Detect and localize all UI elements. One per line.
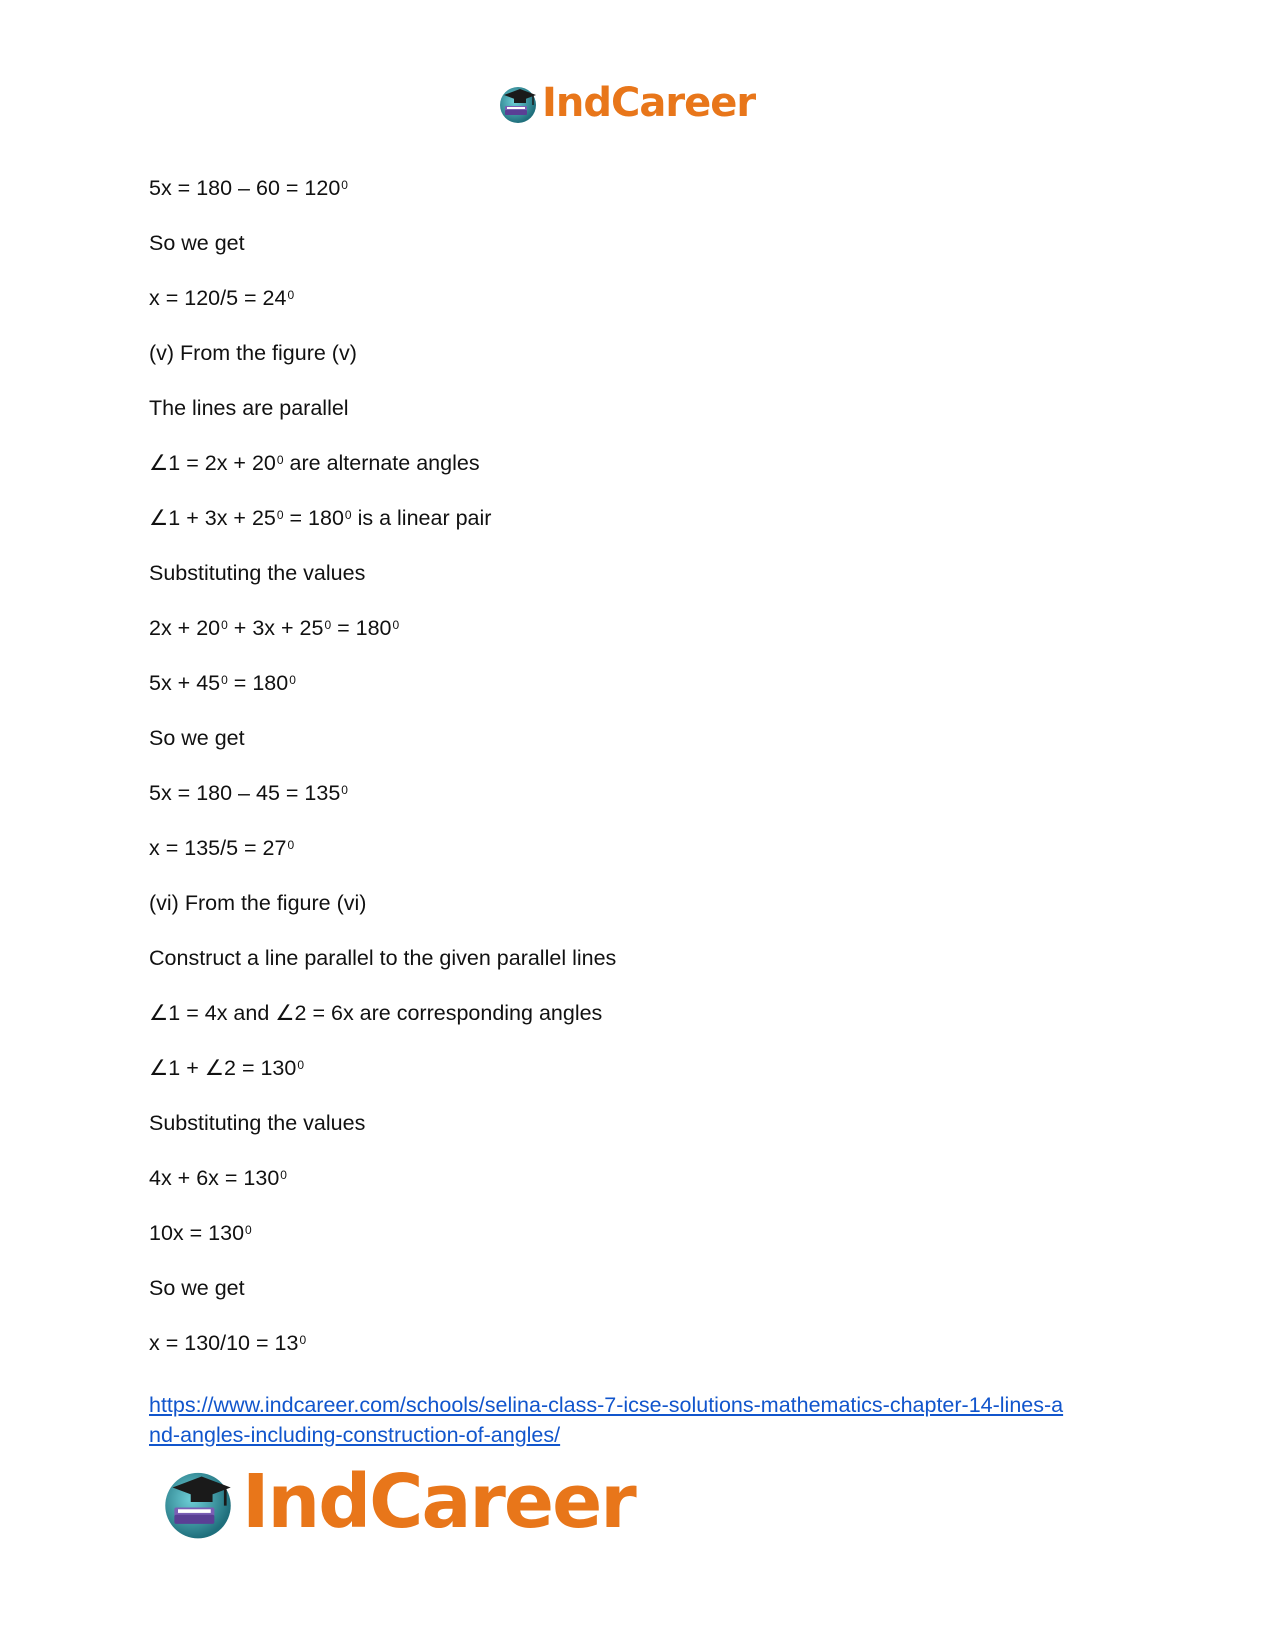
degree-superscript: 0 (287, 288, 295, 302)
line-text: ∠1 + 3x + 25 (149, 506, 276, 530)
source-link-line-2[interactable]: nd-angles-including-construction-of-angles/ (149, 1423, 561, 1447)
solution-line (149, 1000, 1129, 1026)
header-logo (496, 78, 755, 128)
line-text: 2x + 20 (149, 616, 221, 640)
degree-superscript: 0 (392, 618, 400, 632)
degree-superscript: 0 (341, 178, 348, 192)
line-text: ∠1 = 2x + 20 (149, 451, 276, 475)
line-text: = 180 (331, 616, 392, 640)
solution-line (149, 230, 1129, 256)
solution-line (149, 615, 1129, 641)
line-text: x = 120/5 = 24 (149, 286, 287, 310)
degree-superscript: 0 (324, 618, 332, 632)
line-text: 4x + 6x = 130 (149, 1166, 280, 1190)
degree-superscript: 0 (299, 1333, 307, 1347)
degree-superscript: 0 (341, 783, 348, 797)
degree-superscript: 0 (280, 1168, 287, 1182)
line-text: + 3x + 25 (227, 616, 324, 640)
solution-line (149, 1055, 1129, 1081)
solution-line (149, 450, 1129, 476)
solution-line (149, 780, 1129, 806)
solution-content (149, 175, 1129, 1385)
degree-superscript: 0 (344, 508, 352, 522)
line-text: 5x = 180 – 45 = 135 (149, 781, 341, 805)
line-text: = 180 (227, 671, 289, 695)
line-text: Substituting the values (149, 561, 366, 585)
line-text: is a linear pair (351, 506, 492, 530)
line-text: are alternate angles (283, 451, 480, 475)
solution-line (149, 890, 1129, 916)
solution-line (149, 1330, 1129, 1356)
degree-superscript: 0 (289, 673, 296, 687)
graduation-cap-globe-icon (496, 81, 540, 125)
line-text: ∠1 = 4x and ∠2 = 6x are corresponding angles (149, 1001, 603, 1025)
solution-line (149, 725, 1129, 751)
source-link-line-1[interactable]: https://www.indcareer.com/schools/selina-class-7-icse-solutions-mathematics-chapter-14-lines-a (149, 1393, 1064, 1417)
solution-line (149, 1220, 1129, 1246)
degree-superscript: 0 (276, 453, 284, 467)
line-text: So we get (149, 231, 245, 255)
line-text: 5x = 180 – 60 = 120 (149, 176, 341, 200)
solution-line (149, 560, 1129, 586)
solution-line (149, 835, 1129, 861)
line-text: 10x = 130 (149, 1221, 245, 1245)
solution-line (149, 1165, 1129, 1191)
line-text: Construct a line parallel to the given parallel lines (149, 946, 617, 970)
degree-superscript: 0 (276, 508, 284, 522)
solution-line (149, 1110, 1129, 1136)
line-text: So we get (149, 1276, 245, 1300)
line-text: x = 135/5 = 27 (149, 836, 287, 860)
footer-logo (158, 1458, 635, 1546)
line-text: (v) From the figure (v) (149, 341, 357, 365)
line-text: Substituting the values (149, 1111, 366, 1135)
solution-line (149, 340, 1129, 366)
degree-superscript: 0 (287, 838, 295, 852)
logo-wordmark: IndCareer (542, 80, 756, 126)
line-text: (vi) From the figure (vi) (149, 891, 367, 915)
solution-line (149, 395, 1129, 421)
line-text: The lines are parallel (149, 396, 349, 420)
line-text: ∠1 + ∠2 = 130 (149, 1056, 297, 1080)
degree-superscript: 0 (297, 1058, 305, 1072)
solution-line (149, 505, 1129, 531)
solution-line (149, 945, 1129, 971)
solution-line (149, 1275, 1129, 1301)
solution-line (149, 175, 1129, 201)
solution-line (149, 670, 1129, 696)
degree-superscript: 0 (221, 618, 228, 632)
degree-superscript: 0 (245, 1223, 252, 1237)
line-text: So we get (149, 726, 245, 750)
graduation-cap-globe-icon (158, 1462, 238, 1542)
logo-wordmark: IndCareer (242, 1459, 635, 1545)
line-text: 5x + 45 (149, 671, 221, 695)
degree-superscript: 0 (221, 673, 228, 687)
solution-line (149, 285, 1129, 311)
line-text: = 180 (283, 506, 344, 530)
source-link[interactable] (149, 1390, 1149, 1450)
line-text: x = 130/10 = 13 (149, 1331, 299, 1355)
